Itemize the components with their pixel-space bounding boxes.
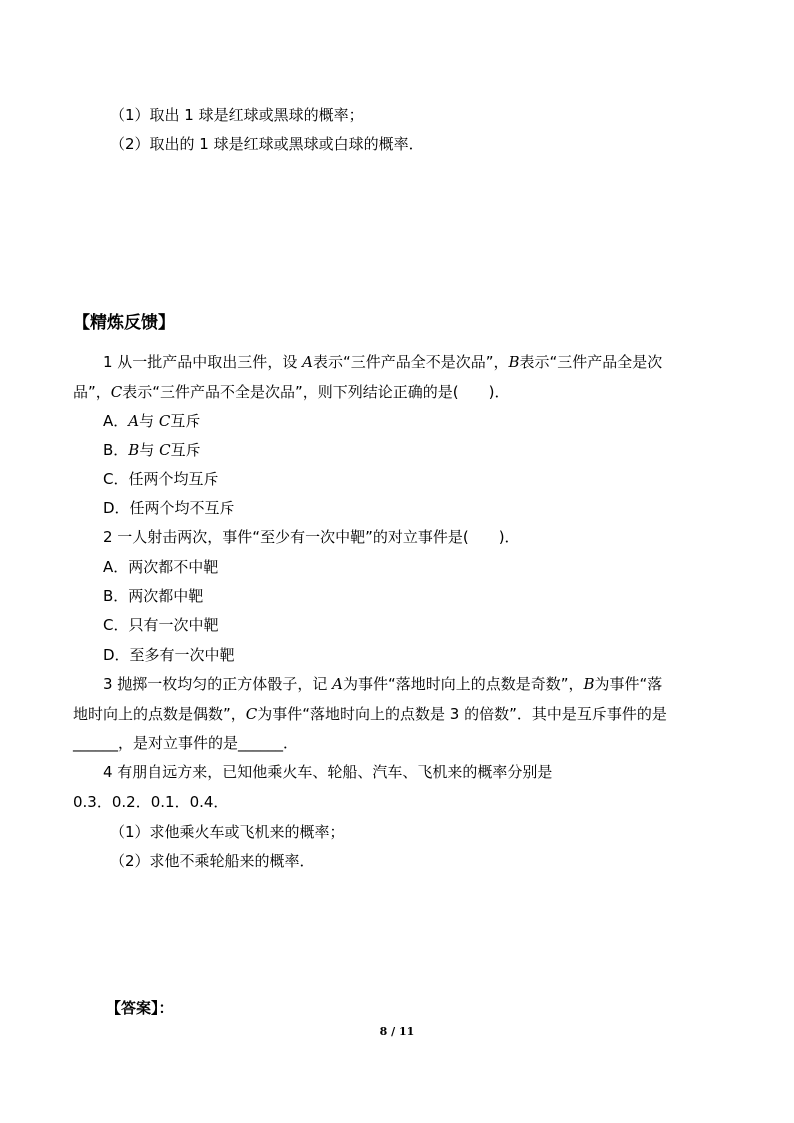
- q4-sub-1: （1）求他乘火车或飞机来的概率；: [110, 823, 345, 841]
- sub-question-2: （2）取出的 1 球是红球或黑球或白球的概率．: [110, 135, 424, 153]
- q3-line3: ______，是对立事件的是______．: [73, 734, 299, 752]
- answer-heading: 【答案】：: [106, 999, 174, 1017]
- q3-line2: 地时向上的点数是偶数”，C为事件“落地时向上的点数是 3 的倍数”．其中是互斥事件的是: [73, 705, 667, 723]
- q4-stem: 4 有朋自远方来，已知他乘火车、轮船、汽车、飞机来的概率分别是: [103, 763, 553, 781]
- q4-sub-2: （2）求他不乘轮船来的概率．: [110, 852, 315, 870]
- q1-line1: 1 从一批产品中取出三件，设 A表示“三件产品全不是次品”，B表示“三件产品全是次: [103, 353, 663, 371]
- q1-option-b: B．B与 C互斥: [103, 441, 201, 459]
- q2-option-b: B．两次都中靶: [103, 587, 204, 605]
- section-heading: 【精炼反馈】: [73, 313, 175, 333]
- q1-option-c: C．任两个均互斥: [103, 470, 219, 488]
- q1-option-d: D．任两个均不互斥: [103, 499, 235, 517]
- q2-option-c: C．只有一次中靶: [103, 616, 219, 634]
- q2-stem: 2 一人射击两次，事件“至少有一次中靶”的对立事件是( )．: [103, 528, 520, 546]
- q4-values: 0.3．0.2．0.1．0.4．: [73, 793, 229, 811]
- page-number: 8 / 11: [379, 1025, 415, 1038]
- q1-line2: 品”，C表示“三件产品不全是次品”，则下列结论正确的是( )．: [73, 383, 510, 401]
- q2-option-d: D．至多有一次中靶: [103, 646, 235, 664]
- q2-option-a: A．两次都不中靶: [103, 558, 219, 576]
- sub-question-1: （1）取出 1 球是红球或黑球的概率；: [110, 106, 364, 124]
- q1-option-a: A．A与 C互斥: [103, 412, 201, 430]
- q3-line1: 3 抛掷一枚均匀的正方体骰子，记 A为事件“落地时向上的点数是奇数”，B为事件“落: [103, 675, 663, 693]
